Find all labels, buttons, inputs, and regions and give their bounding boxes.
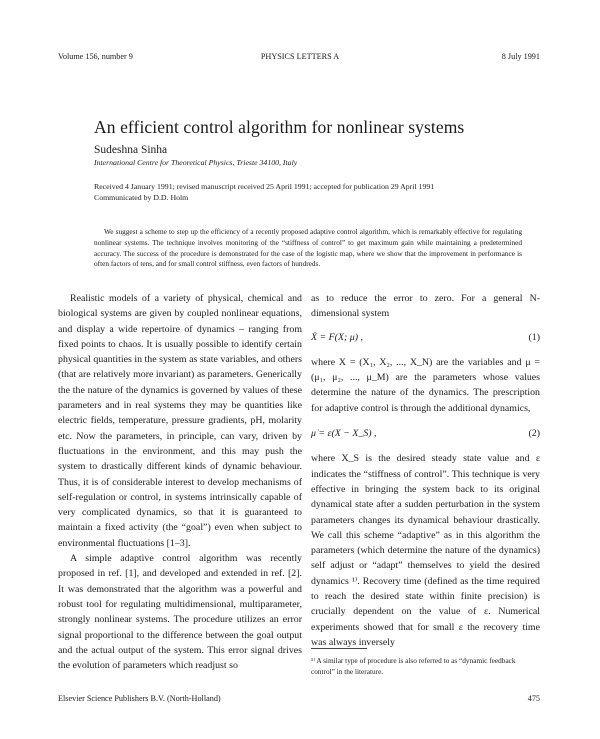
equation-1 bbox=[311, 330, 540, 345]
body-paragraph: where X_S is the desired steady state value and ε indicates the “stiffness of control”. This technique is very effective in bringing the system back to its original dynamical state after a sudden perturbation in the system parameters changes its dynamical behaviour drastically. We call this scheme “adaptive” as in this algorithm the parameters (which determine the nature of the dynamics) self adjust or “adapt” themselves to yield the desired dynamics ¹⁾. Recovery time (defined as the time required to reach the desired state within finite precision) is crucially dependent on the value of ε. Numerical experiments showed that for small ε the recovery time was always inversely bbox=[311, 453, 540, 648]
article-title: An efficient control algorithm for nonlinear systems bbox=[94, 117, 465, 137]
footnote: ¹⁾ A similar type of procedure is also referred to as “dynamic feedback control” in the literature. bbox=[311, 656, 516, 676]
body-paragraph: as to reduce the error to zero. For a general N-dimensional system bbox=[311, 293, 540, 320]
body-paragraph: Realistic models of a variety of physical, chemical and biological systems are given by coupled nonlinear equations, and display a wide repertoire of dynamics – ranging from fixed points to chaos. It is usually possible to identify certain physical quantities in the system as state variables, and others (that are relatively more invariant) as parameters. Generically the the nature of the dynamics is governed by values of these parameters and in real systems they may be quantities like electric fields, temperature, pressure gradients, pH, molarity etc. Now the parameters, in principle, can vary, driven by fluctuations in the environment, and this may push the system to drastically different kinds of dynamic behaviour. Thus, it is of considerable interest to develop mechanisms of self-regulation or control, in systems intrinsically capable of very complicated dynamics, so that it is guaranteed to maintain a fixed activity (the “goal”) even when subject to environmental fluctuations [1–3]. bbox=[58, 293, 302, 549]
equation-1-body: Ẋ = F(X; μ) , bbox=[311, 331, 363, 343]
footer-publisher: Elsevier Science Publishers B.V. (North-Holland) bbox=[58, 694, 221, 703]
abstract: We suggest a scheme to step up the efficiency of a recently proposed adaptive control algorithm, which is remarkably effective for regulating nonlinear systems. The technique involves monitoring of the “stiffness of control” to get maximum gain while maintaining a predetermined accuracy. The success of the procedure is demonstrated for the case of the logistic map, where we show that the improvement in performance is often factors of tens, and for small control stiffness, even factors of hundreds. bbox=[94, 227, 522, 269]
body-paragraph: where X = (X₁, X₂, ..., X_N) are the variables and μ = (μ₁, μ₂, ..., μ_M) are the parameters whose values determine the nature of the dynamics. The prescription for adaptive control is through the additional dynamics, bbox=[311, 356, 540, 414]
left-column bbox=[58, 291, 302, 673]
footnote-rule bbox=[311, 648, 367, 649]
body-paragraph: A simple adaptive control algorithm was recently proposed in ref. [1], and developed and extended in ref. [2]. It was demonstrated that the algorithm was a powerful and robust tool for regulating multidimensional, multiparameter, strongly nonlinear systems. The procedure utilizes an error signal proportional to the difference between the goal output and the actual output of the system. This error signal drives the evolution of parameters which readjust so bbox=[58, 553, 302, 672]
communicated-by: Communicated by D.D. Holm bbox=[94, 193, 189, 202]
header-volume: Volume 156, number 9 bbox=[58, 52, 133, 61]
equation-2-body: μ̇ = ε(X − X_S) , bbox=[311, 428, 377, 440]
publication-history bbox=[94, 181, 434, 203]
equation-2 bbox=[311, 426, 540, 441]
equation-1-number: (1) bbox=[528, 331, 540, 343]
header-journal: PHYSICS LETTERS A bbox=[260, 52, 340, 61]
author-affiliation: International Centre for Theoretical Physics, Trieste 34100, Italy bbox=[94, 158, 298, 167]
page-number: 475 bbox=[527, 694, 540, 703]
equation-2-number: (2) bbox=[528, 428, 540, 440]
author-name: Sudeshna Sinha bbox=[94, 144, 168, 156]
header-date: 8 July 1991 bbox=[501, 52, 540, 61]
right-column bbox=[311, 291, 540, 650]
received-dates: Received 4 January 1991; revised manuscript received 25 April 1991; accepted for publication 29 April 1991 bbox=[94, 182, 435, 191]
